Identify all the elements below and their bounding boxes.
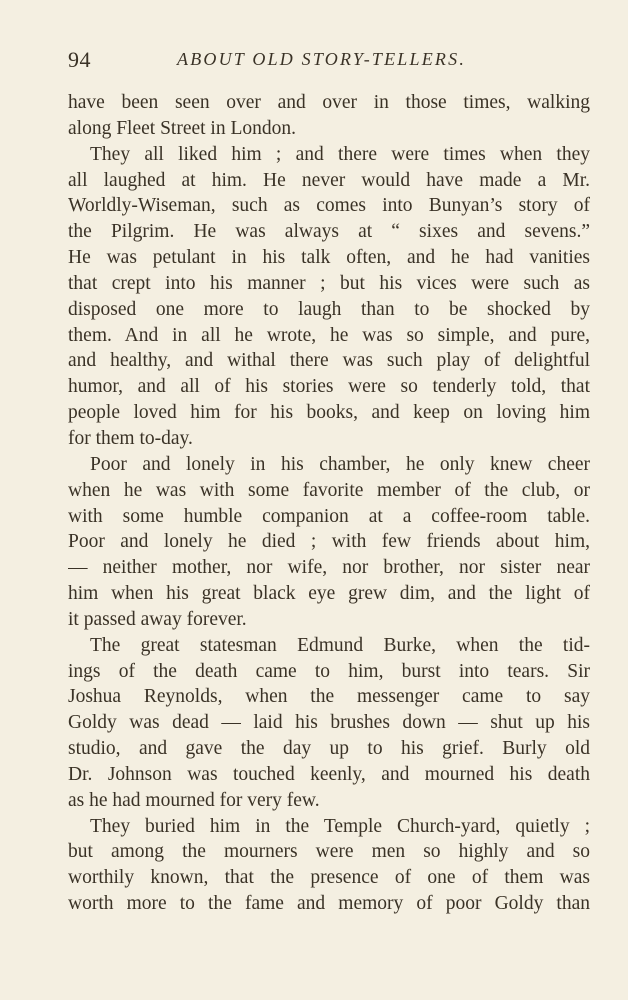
text-line: humor, and all of his stories were so tenderly told, that	[68, 376, 590, 398]
text-line: Poor and lonely in his chamber, he only knew cheer	[90, 453, 590, 475]
running-title: ABOUT OLD STORY-TELLERS.	[177, 49, 467, 69]
body-text	[68, 90, 590, 917]
text-line: worth more to the fame and memory of poor Goldy than	[68, 893, 590, 915]
page-number: 94	[68, 47, 91, 72]
text-line: studio, and gave the day up to his grief. Burly old	[68, 738, 590, 760]
text-line: He was petulant in his talk often, and he had vanities	[68, 247, 590, 269]
text-line: ings of the death came to him, burst into tears. Sir	[68, 660, 590, 682]
text-line: when he was with some favorite member of the club, or	[68, 479, 590, 501]
text-line: Goldy was dead — laid his brushes down — shut up his	[68, 712, 590, 734]
text-line: disposed one more to laugh than to be shocked by	[68, 298, 590, 320]
text-line: as he had mourned for very few.	[68, 789, 320, 811]
text-line: They all liked him ; and there were times when they	[90, 143, 590, 165]
text-line: Dr. Johnson was touched keenly, and mourned his death	[68, 763, 590, 785]
text-line: and healthy, and withal there was such play of delightful	[68, 350, 590, 372]
text-line: for them to-day.	[68, 427, 193, 449]
text-line: but among the mourners were men so highly and so	[68, 841, 590, 863]
text-line: them. And in all he wrote, he was so simple, and pure,	[68, 324, 590, 346]
text-line: it passed away forever.	[68, 608, 247, 630]
text-line: him when his great black eye grew dim, and the light of	[68, 583, 590, 605]
text-line: the Pilgrim. He was always at “ sixes and sevens.”	[68, 221, 590, 243]
text-line: people loved him for his books, and keep on loving him	[68, 402, 590, 424]
text-line: along Fleet Street in London.	[68, 117, 297, 139]
text-line: have been seen over and over in those times, walking	[68, 92, 590, 113]
text-line: They buried him in the Temple Church-yard, quietly ;	[90, 815, 590, 837]
text-line: — neither mother, nor wife, nor brother, nor sister near	[68, 557, 590, 579]
text-line: worthily known, that the presence of one of them was	[68, 867, 590, 889]
text-line: The great statesman Edmund Burke, when the tid-	[90, 634, 590, 656]
page-header	[68, 47, 590, 73]
text-line: Worldly-Wiseman, such as comes into Bunyan’s story of	[68, 195, 590, 217]
text-line: all laughed at him. He never would have made a Mr.	[68, 169, 590, 191]
text-line: that crept into his manner ; but his vices were such as	[68, 272, 590, 294]
text-line: with some humble companion at a coffee-room table.	[68, 505, 590, 527]
text-line: Joshua Reynolds, when the messenger came to say	[68, 686, 590, 708]
text-line: Poor and lonely he died ; with few friends about him,	[68, 531, 590, 553]
